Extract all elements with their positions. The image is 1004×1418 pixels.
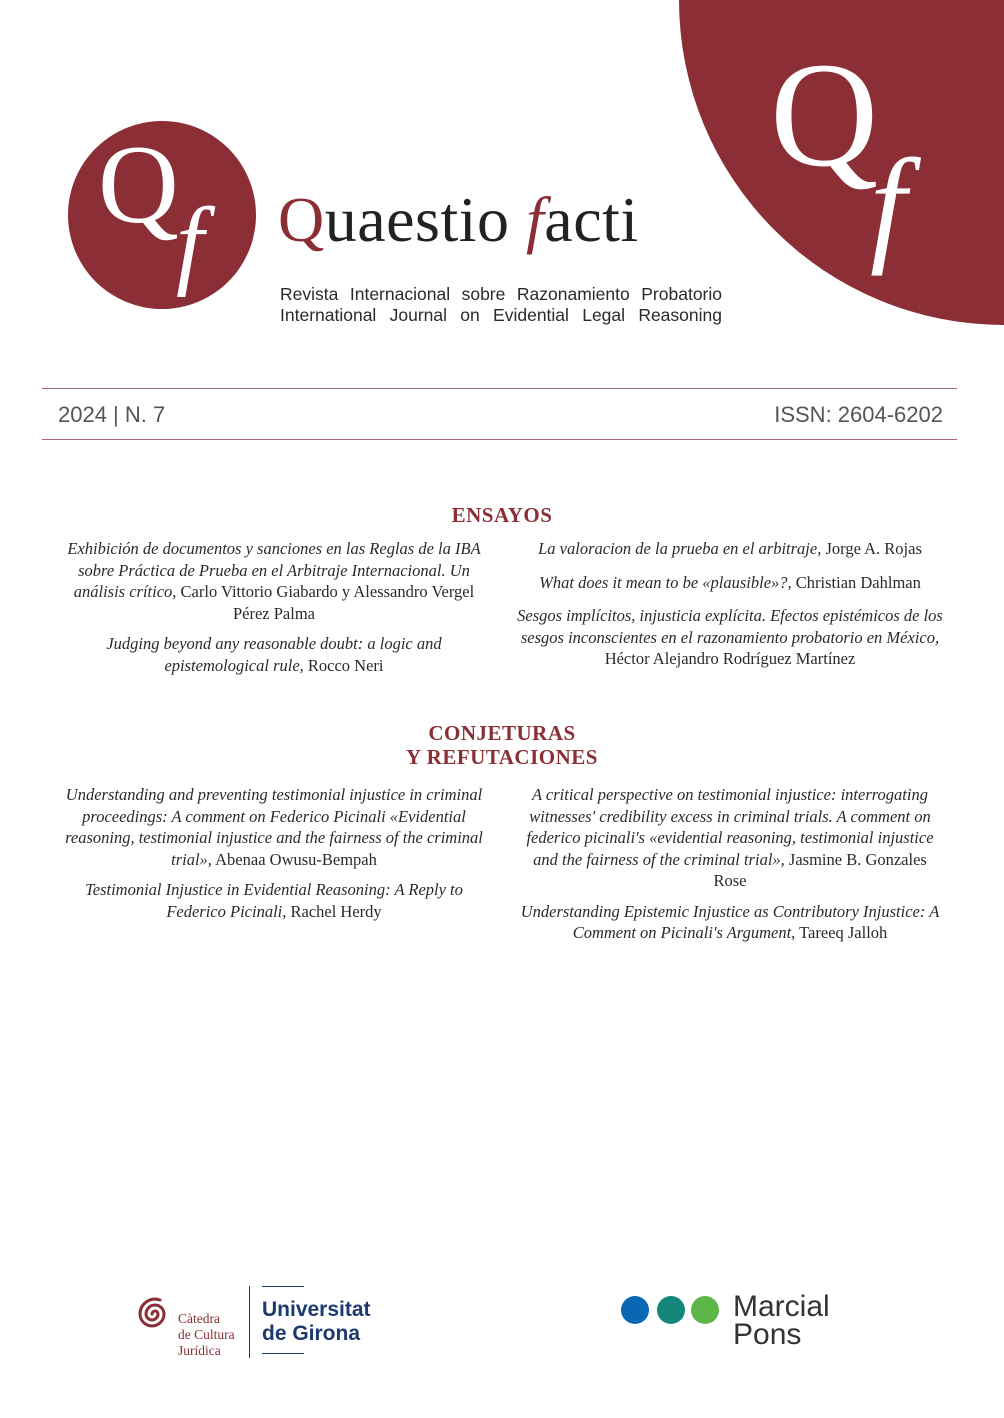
article-authors: Jorge A. Rojas xyxy=(821,539,922,558)
article-title: Exhibición de documentos y sanciones en las Reglas de la IBA sobre Práctica de Prueba en el Arbitraje Internacional. Un análisis crítico, xyxy=(67,539,481,601)
heading-line: CONJETURAS xyxy=(428,721,576,745)
subtitle-en: International Journal on Evidential Legal Reasoning xyxy=(280,305,722,325)
section-heading-ensayos xyxy=(0,503,1004,527)
article-title: La valoracion de la prueba en el arbitraje, xyxy=(538,539,822,558)
catedra-line: de Cultura xyxy=(178,1327,235,1342)
title-initial: Q xyxy=(278,184,325,255)
article-entry[interactable] xyxy=(515,538,945,560)
article-authors: Christian Dahlman xyxy=(791,572,921,592)
catedra-line: Càtedra xyxy=(178,1311,220,1326)
article-title: Understanding and preventing testimonial injustice in criminal proceedings: A comment on Federico Picinali «Evidential reasoning, testimonial injustice and the fairness of the criminal trial», xyxy=(65,785,483,869)
issue-number: 2024 | N. 7 xyxy=(58,402,166,427)
logo-letter-f: f xyxy=(176,187,204,298)
mp-line: Marcial xyxy=(733,1290,830,1323)
udg-line: Universitat xyxy=(262,1298,371,1321)
section-heading-conjeturas xyxy=(0,721,1004,769)
udg-ornament-bottom xyxy=(262,1353,304,1354)
top-rule xyxy=(42,388,957,389)
article-title: Sesgos implícitos, injusticia explícita. Efectos epistémicos de los sesgos inconscientes en el razonamiento probatorio en México, xyxy=(517,606,943,647)
article-authors: Jasmine B. Gonzales Rose xyxy=(713,849,927,890)
catedra-label xyxy=(178,1311,235,1359)
footer-divider xyxy=(249,1286,250,1358)
article-authors: Carlo Vittorio Giabardo y Alessandro Vergel Pérez Palma xyxy=(176,582,475,623)
article-authors: Rachel Herdy xyxy=(286,901,382,921)
article-title: What does it mean to be «plausible»?, xyxy=(539,572,792,592)
article-title: Judging beyond any reasonable doubt: a logic and epistemological rule, xyxy=(106,634,442,675)
article-entry[interactable] xyxy=(515,901,945,944)
article-authors: Abenaa Owusu-Bempah xyxy=(211,849,377,869)
article-entry[interactable] xyxy=(59,784,489,870)
article-entry[interactable] xyxy=(59,879,489,922)
journal-title xyxy=(278,184,639,255)
article-title: A critical perspective on testimonial injustice: interrogating witnesses' credibility excess in criminal trials. A comment on federico picinali's «evidential reasoning, testimonial injustice and the fairness of the criminal trial», xyxy=(526,785,934,869)
article-authors: Héctor Alejandro Rodríguez Martínez xyxy=(604,649,856,668)
udg-ornament-top xyxy=(262,1286,304,1287)
mp-line: Pons xyxy=(733,1318,802,1351)
conjeturas-left-column xyxy=(59,784,489,931)
title-f: f xyxy=(526,184,545,255)
bottom-rule xyxy=(42,439,957,440)
udg-logo xyxy=(262,1298,371,1346)
spiral-icon xyxy=(133,1291,177,1337)
udg-line: de Girona xyxy=(262,1322,361,1345)
title-part-2: acti xyxy=(544,184,639,255)
article-entry[interactable] xyxy=(515,572,945,594)
heading-line: Y REFUTACIONES xyxy=(406,745,598,769)
journal-logo xyxy=(68,121,256,309)
article-entry[interactable] xyxy=(515,784,945,892)
ensayos-left-column xyxy=(59,538,489,685)
corner-logo-f: f xyxy=(870,133,907,277)
mp-dot-teal xyxy=(657,1296,685,1324)
article-entry[interactable] xyxy=(515,605,945,670)
conjeturas-right-column xyxy=(515,784,945,953)
article-entry[interactable] xyxy=(59,538,489,624)
ensayos-right-column xyxy=(515,538,945,679)
corner-logo-q: Q xyxy=(770,32,879,198)
logo-letter-q: Q xyxy=(98,123,179,247)
issn: ISSN: 2604-6202 xyxy=(774,402,943,427)
subtitle-es: Revista Internacional sobre Razonamiento Probatorio xyxy=(280,284,722,304)
article-authors: Tareeq Jalloh xyxy=(795,923,888,942)
title-part-1: uaestio xyxy=(324,184,526,255)
catedra-line: Jurídica xyxy=(178,1343,221,1358)
article-entry[interactable] xyxy=(59,633,489,676)
mp-dot-blue xyxy=(621,1296,649,1324)
article-title: Testimonial Injustice in Evidential Reasoning: A Reply to Federico Picinali, xyxy=(85,880,463,921)
marcial-pons-logo xyxy=(733,1290,830,1351)
article-authors: Rocco Neri xyxy=(303,655,384,675)
heading-line: ENSAYOS xyxy=(451,503,553,527)
article-title: Understanding Epistemic Injustice as Contributory Injustice: A Comment on Picinali's Argument, xyxy=(520,901,940,942)
mp-dot-green xyxy=(691,1296,719,1324)
